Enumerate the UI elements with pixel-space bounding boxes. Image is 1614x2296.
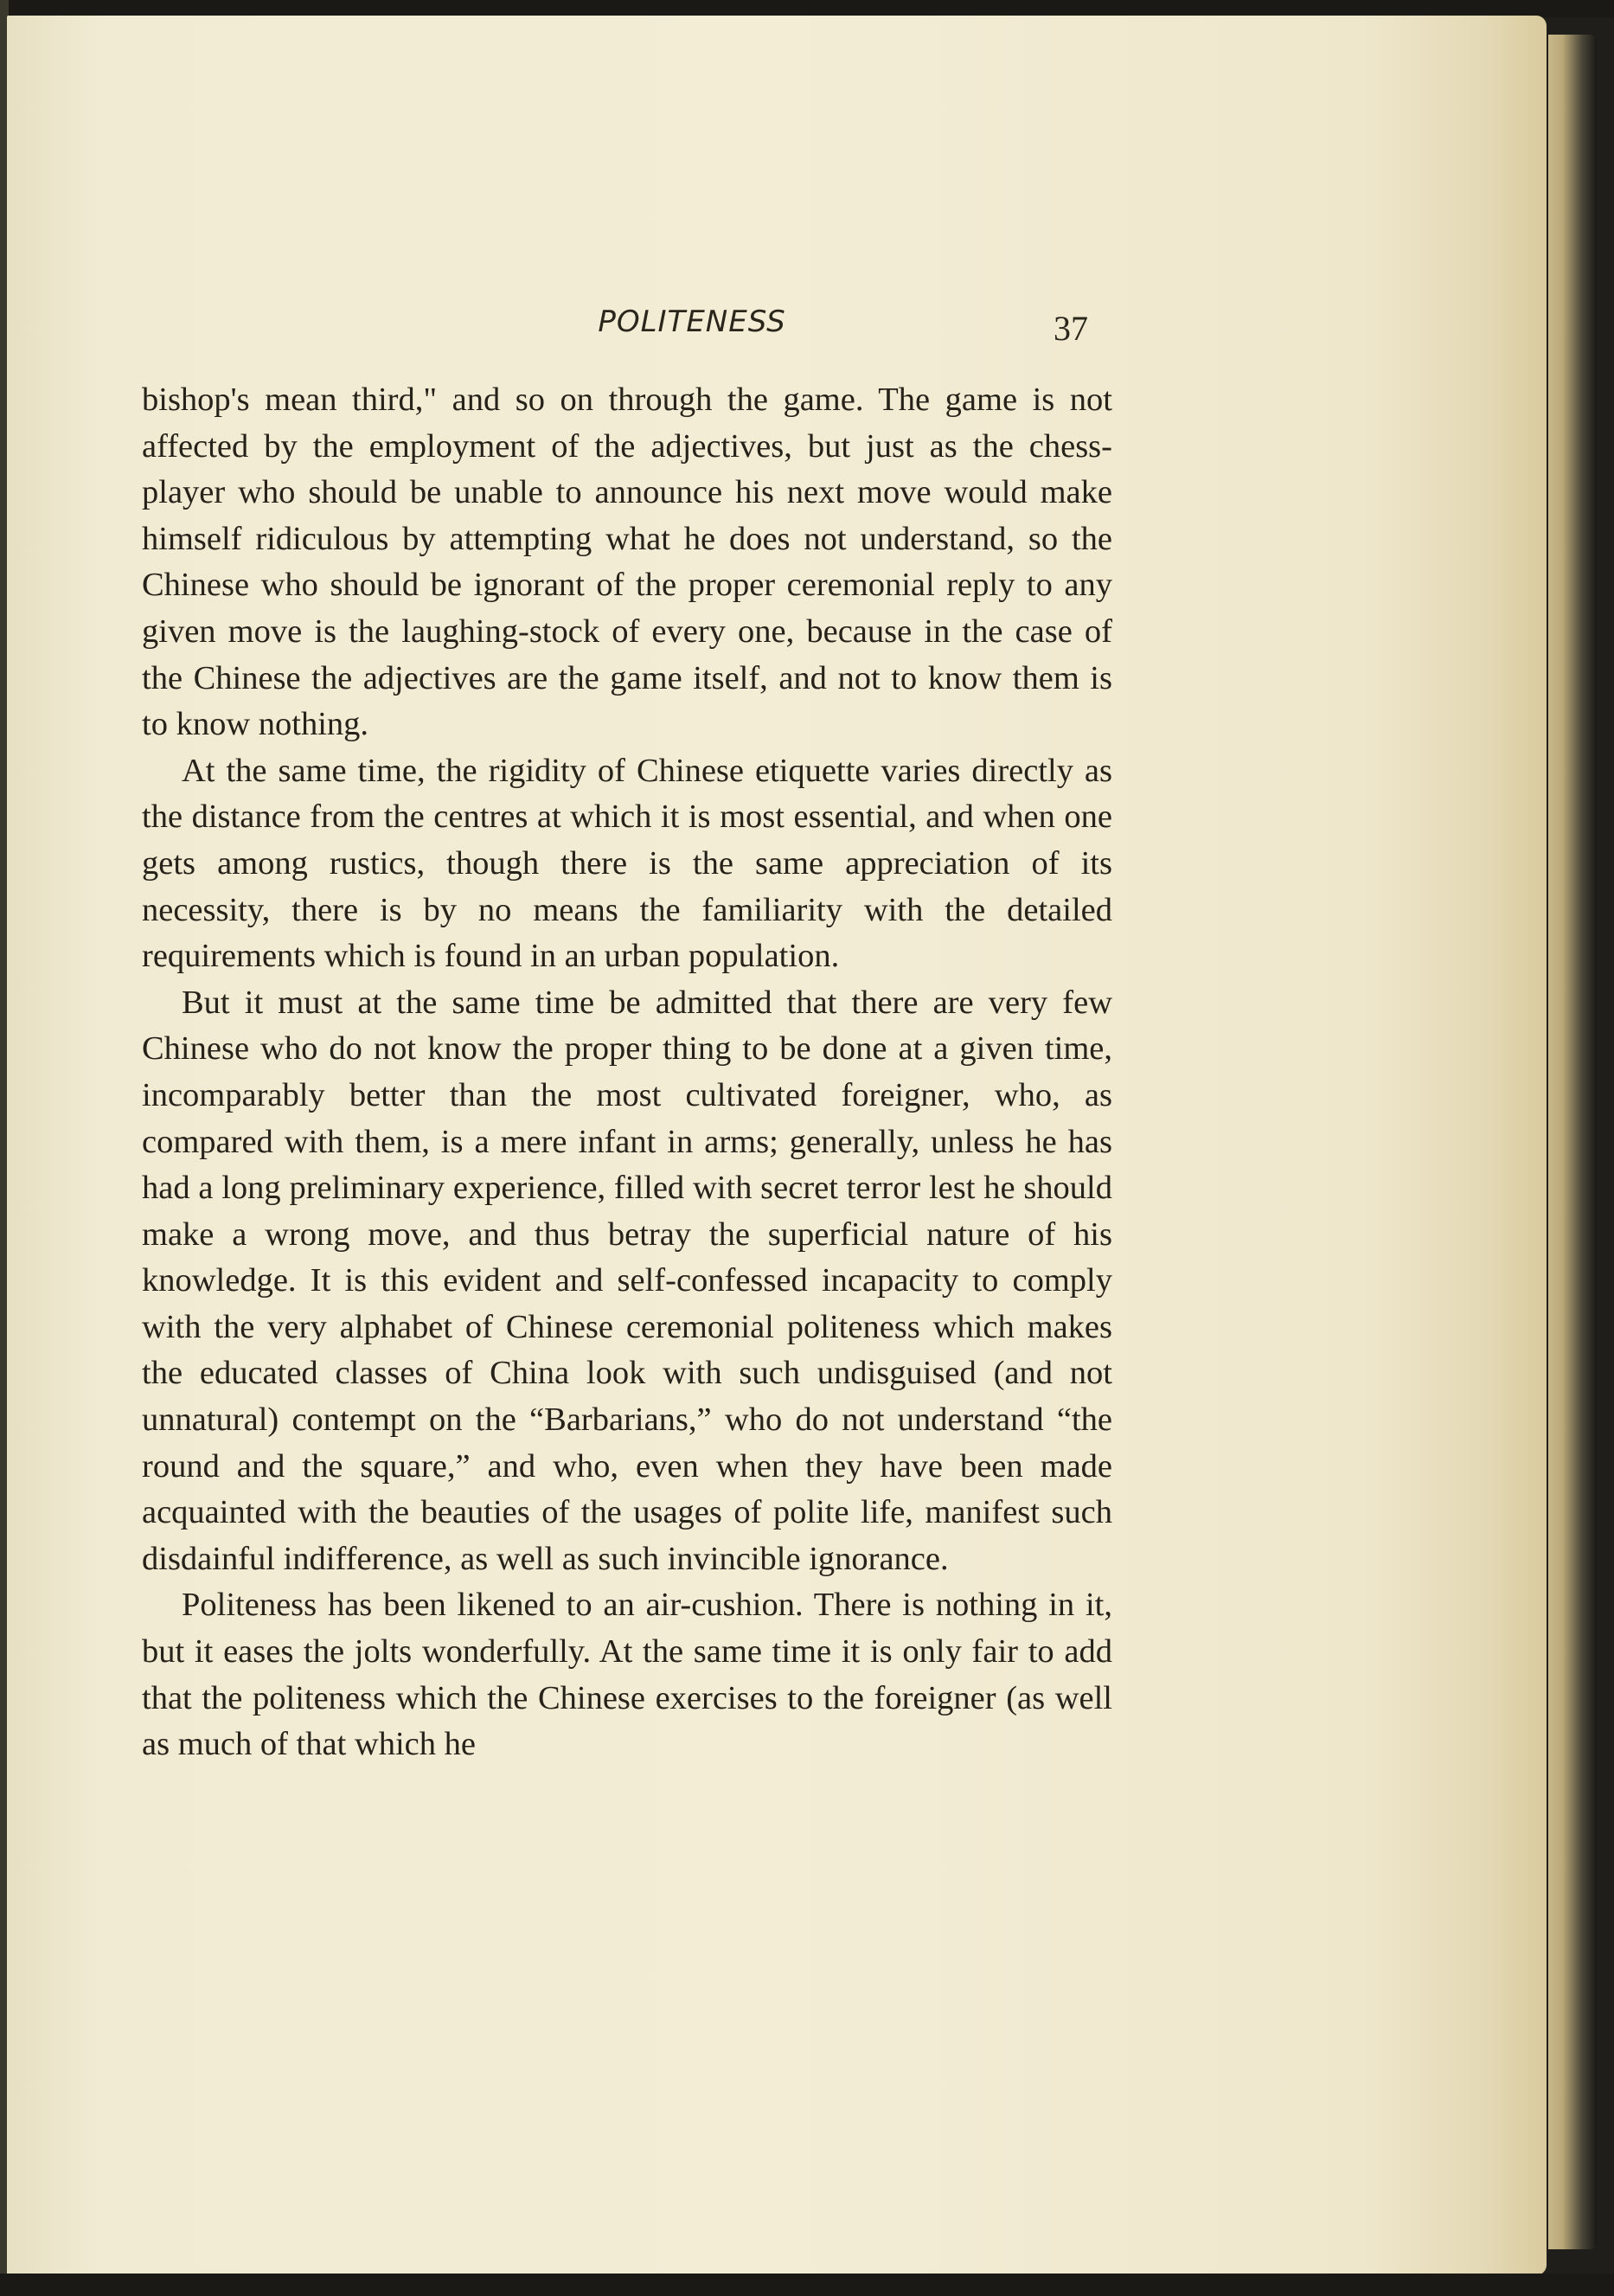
running-head: POLITENESS — [598, 305, 786, 339]
page-edges — [1548, 35, 1597, 2249]
paragraph: Politeness has been likened to an air-cushion. There is nothing in it, but it eases the jolts wonderfully. At the same time it is only fair to add that the politeness which the Chinese exercises to the foreigner (as well as much of that which he — [142, 1587, 1112, 1763]
paragraph: bishop's mean third," and so on through the game. The game is not affected by the employment of the adjectives, but just as the chess-player who should be unable to announce his next move would make himself ridiculous by attempting what he does not understand, so the Chinese who should be ignorant of the proper ceremonial reply to any given move is the laughing-stock of every one, because in the case of the Chinese the adjectives are the game itself, and not to know them is to know nothing. — [142, 382, 1112, 743]
page-number: 37 — [1054, 309, 1088, 348]
bottom-edge — [0, 2274, 1614, 2296]
top-edge — [0, 0, 1614, 17]
paragraph: But it must at the same time be admitted that there are very few Chinese who do not know the proper thing to be done at a given time, incomparably better than the most cultivated foreigner, who, as compared with them, is a mere infant in arms; generally, unless he has had a long preliminary experience, filled with secret terror lest he should make a wrong move, and thus betray the superficial nature of his knowledge. It is this evident and self-confessed incapacity to comply with the very alphabet of Chinese ceremonial politeness which makes the educated classes of China look with such undisguised (and not unnatural) contempt on the “Barbarians,” who do not understand “the round and the square,” and who, even when they have been made acquainted with the beauties of the usages of polite life, manifest such disdainful indifference, as well as such invincible ignorance. — [142, 984, 1112, 1577]
body-text — [142, 377, 1112, 1768]
paragraph: At the same time, the rigidity of Chinese etiquette varies directly as the distance from the centres at which it is most essential, and when one gets among rustics, though there is the same appreciation of its necessity, there is by no means the familiarity with the detailed requirements which is found in an urban population. — [142, 752, 1112, 975]
